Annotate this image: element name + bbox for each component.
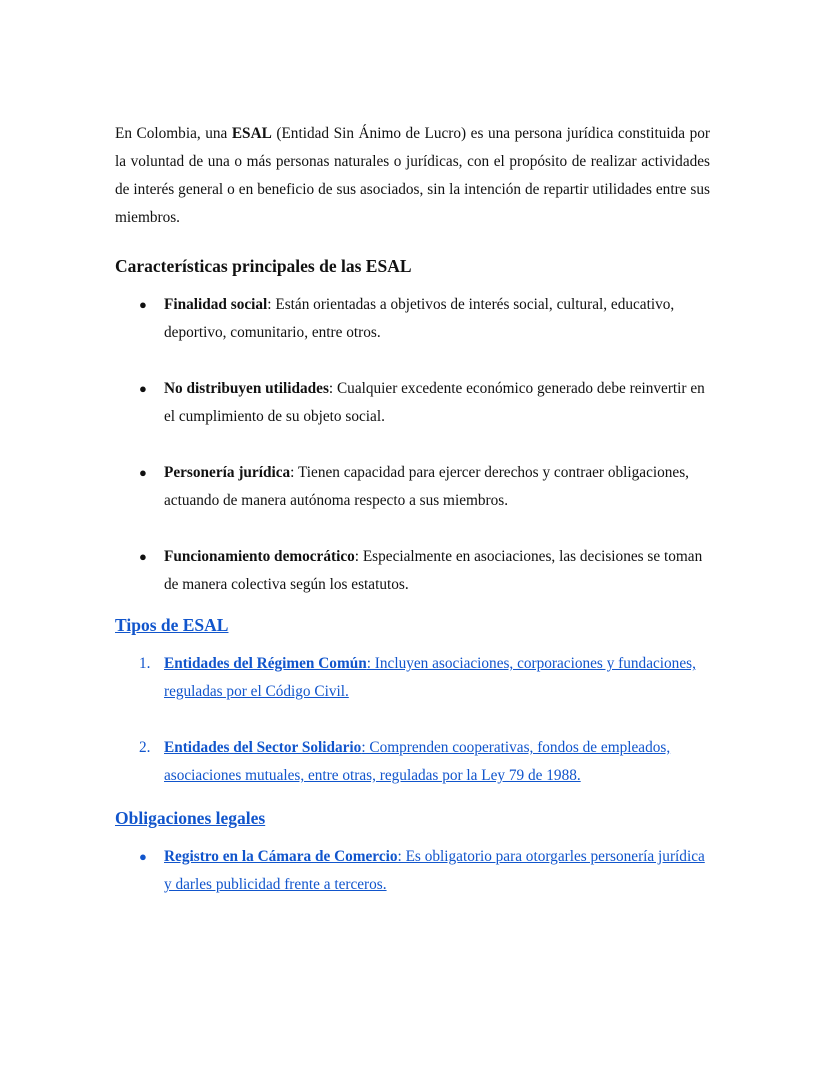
tipos-heading-link[interactable]: Tipos de ESAL — [115, 615, 229, 635]
item-text: : Especialmente en asociaciones, las decisiones se toman de manera colectiva según los estatutos. — [164, 548, 703, 593]
list-item — [115, 650, 710, 706]
list-item — [115, 375, 710, 431]
bullet-icon: ● — [139, 381, 147, 396]
obligaciones-item-link-registro[interactable] — [164, 848, 705, 893]
intro-paragraph — [115, 120, 710, 232]
list-number: 1. — [139, 655, 151, 672]
tipos-item-link-regimen-comun[interactable] — [164, 655, 696, 700]
obligaciones-heading-link[interactable]: Obligaciones legales — [115, 808, 266, 828]
bullet-icon: ● — [139, 549, 147, 564]
item-text: : Es obligatorio para otorgarles personería jurídica y darles publicidad frente a terceros. — [164, 848, 705, 893]
list-item — [115, 734, 710, 790]
item-bold: Entidades del Sector Solidario — [164, 739, 362, 756]
item-bold: No distribuyen utilidades — [164, 380, 329, 397]
item-bold: Finalidad social — [164, 296, 268, 313]
intro-bold-esal: ESAL — [231, 125, 272, 142]
caracteristicas-heading: Características principales de las ESAL — [115, 256, 412, 276]
list-number: 2. — [139, 739, 151, 756]
item-bold: Entidades del Régimen Común — [164, 655, 367, 672]
item-text: : Tienen capacidad para ejercer derechos y contraer obligaciones, actuando de manera autónoma respecto a sus miembros. — [164, 464, 689, 509]
bullet-icon: ● — [139, 297, 147, 312]
item-text: : Comprenden cooperativas, fondos de empleados, asociaciones mutuales, entre otras, reguladas por la Ley 79 de 1988. — [164, 739, 671, 784]
list-item — [115, 459, 710, 515]
caracteristicas-list — [115, 291, 710, 599]
list-item — [115, 291, 710, 347]
list-item — [115, 843, 710, 899]
bullet-icon: ● — [139, 849, 147, 864]
bullet-icon: ● — [139, 465, 147, 480]
intro-suffix: (Entidad Sin Ánimo de Lucro) es una persona jurídica constituida por la voluntad de una o más personas naturales o jurídicas, con el propósito de realizar actividades de interés general o en beneficio de sus asociados, sin la intención de repartir utilidades entre sus miembros. — [115, 125, 710, 226]
item-bold: Personería jurídica — [164, 464, 291, 481]
item-text: : Cualquier excedente económico generado debe reinvertir en el cumplimiento de su objeto social. — [164, 380, 705, 425]
intro-prefix: En Colombia, una — [115, 125, 232, 142]
item-bold: Registro en la Cámara de Comercio — [164, 848, 398, 865]
item-text: : Incluyen asociaciones, corporaciones y fundaciones, reguladas por el Código Civil. — [164, 655, 696, 700]
list-item — [115, 543, 710, 599]
tipos-list — [115, 650, 710, 790]
tipos-item-link-sector-solidario[interactable] — [164, 739, 670, 784]
item-bold: Funcionamiento democrático — [164, 548, 355, 565]
item-text: : Están orientadas a objetivos de interés social, cultural, educativo, deportivo, comunitario, entre otros. — [164, 296, 675, 341]
obligaciones-list — [115, 843, 710, 899]
document-page — [115, 120, 710, 899]
